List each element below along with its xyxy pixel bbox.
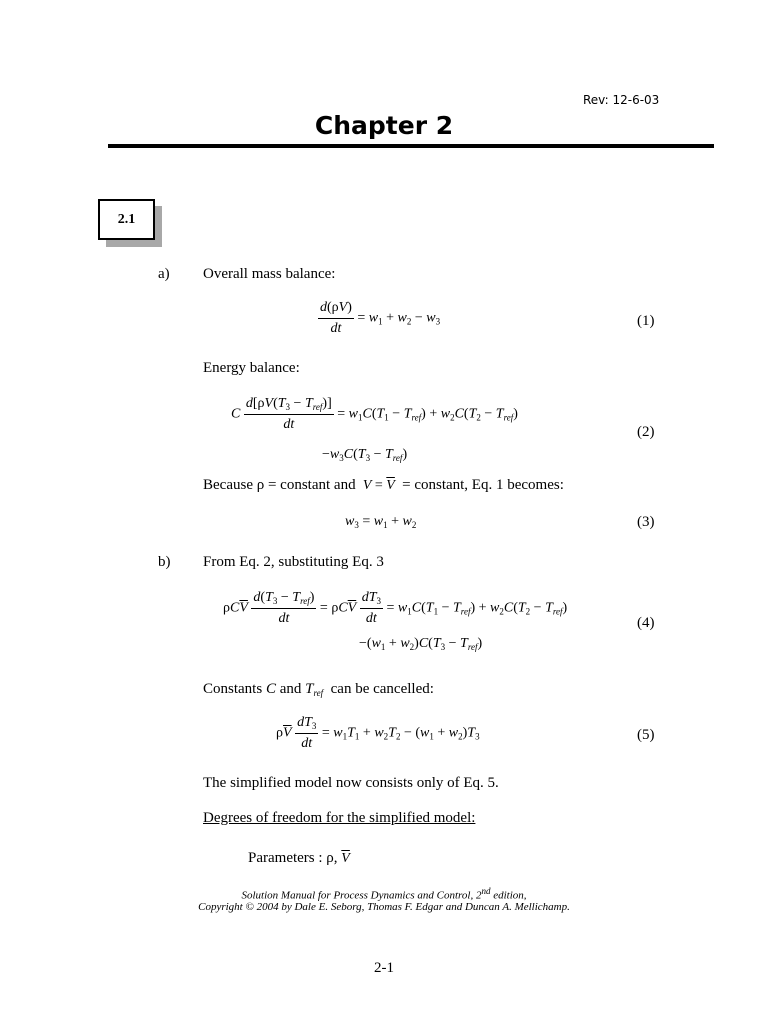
constants-text-and: and — [279, 681, 302, 697]
volume-bar-symbol: $\overline{V}$ — [341, 851, 350, 866]
equation-2-line-2: $-w_3C(T_3 - T_{ref})$ — [322, 447, 408, 463]
equation-4-number: (4) — [637, 615, 655, 631]
equation-5-number: (5) — [637, 727, 655, 743]
constants-cancel-text: Constants C and $T_{ref}$ can be cancelled: — [203, 681, 434, 698]
problem-number-badge — [98, 199, 155, 240]
degrees-of-freedom-heading: Degrees of freedom for the simplified model: — [203, 810, 476, 826]
footer-edition: edition, — [490, 889, 527, 902]
mass-balance-heading: Overall mass balance: — [203, 266, 336, 282]
part-b-label: b) — [158, 554, 171, 570]
equation-3: $w_3 = w_1 + w_2$ — [345, 514, 417, 530]
constants-text-end: can be cancelled: — [330, 681, 434, 697]
constant-assumption-part-1: Because ρ = constant and — [203, 477, 356, 493]
page-number: 2-1 — [374, 960, 394, 976]
energy-balance-heading: Energy balance: — [203, 360, 300, 376]
part-a-label: a) — [158, 266, 170, 282]
equation-4-line-2: $-(w_1 + w_2)C(T_3 - T_{ref})$ — [359, 636, 483, 652]
problem-number: 2.1 — [117, 211, 136, 227]
parameters-line — [248, 849, 350, 868]
equation-1: $\frac{d(\rho V)}{dt}$ = $w_1 + w_2 - w_3$ — [320, 300, 441, 336]
volume-constant-expression: $V = \overline{V}$ — [362, 478, 395, 493]
equation-5: $\rho\overline{V}$ $\frac{dT_3}{dt}$ = $w_1T_1 + w_2T_2 - (w_1 + w_2)T_3$ — [276, 715, 480, 751]
parameters-label: Parameters : ρ, — [248, 850, 338, 866]
equation-2-number: (2) — [637, 424, 655, 440]
revision-label: Rev: 12-6-03 — [583, 93, 660, 107]
simplified-model-text: The simplified model now consists only of Eq. 5. — [203, 775, 499, 791]
equation-1-number: (1) — [637, 313, 655, 329]
constant-assumption-text — [203, 476, 564, 495]
substitution-text: From Eq. 2, substituting Eq. 3 — [203, 554, 384, 570]
footer-copyright: Copyright © 2004 by Dale E. Seborg, Thomas F. Edgar and Duncan A. Mellichamp. — [198, 901, 570, 913]
footer-edition-sup: nd — [481, 886, 491, 896]
title-divider — [108, 144, 714, 148]
chapter-title: Chapter 2 — [314, 111, 454, 140]
equation-3-number: (3) — [637, 514, 655, 530]
constants-text-start: Constants — [203, 681, 263, 697]
equation-4-line-1: $\rho C\overline{V}$ $\frac{d(T_3 - T_{ref})}{dt}$ = $\rho C\overline{V}$ $\frac{dT_3}{dt}$ = $w_1C(T_1 - T_{ref}) + w_2C(T_2 - T_{ref})$ — [223, 590, 568, 626]
constant-assumption-part-2: = constant, Eq. 1 becomes: — [402, 477, 564, 493]
equation-2-line-1: C $\frac{d[\rho V(T_3 - T_{ref})]}{dt}$ = $w_1C(T_1 - T_{ref}) + w_2C(T_2 - T_{ref})$ — [231, 396, 518, 432]
footer-title: Solution Manual for Process Dynamics and Control, 2 — [241, 889, 482, 902]
